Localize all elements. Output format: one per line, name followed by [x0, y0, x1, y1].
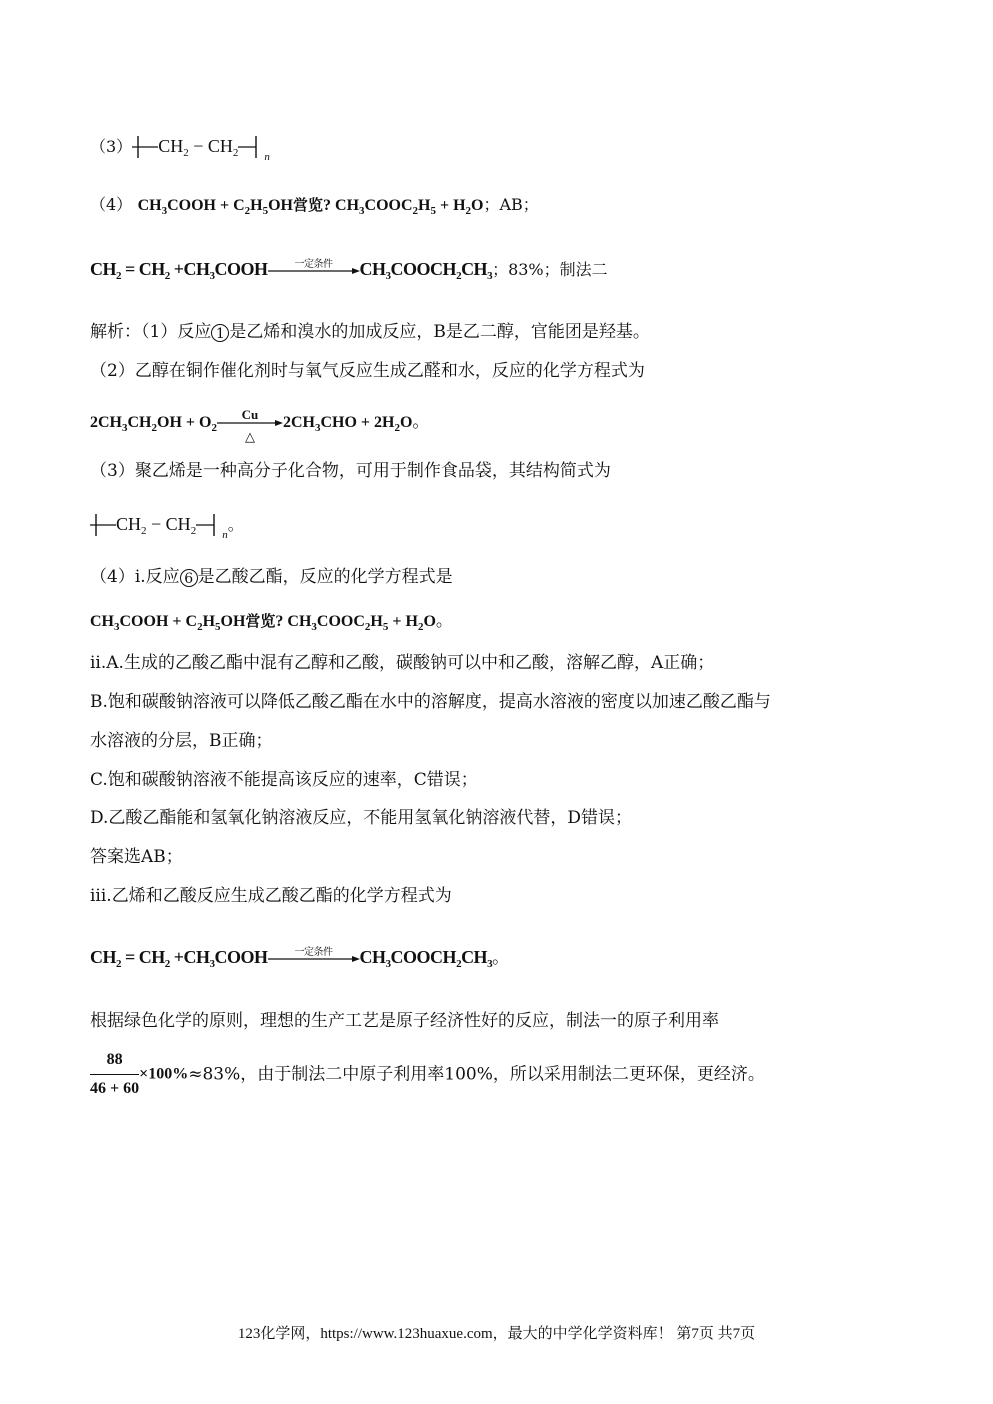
addition-equation-1: $CH_2 = CH_2$ $+CH_3COOH$ 一定条件 $CH_3COOCH_2CH_3$；83%；制法二	[90, 258, 608, 282]
addition-equation-2: $CH_2 = CH_2$ $+CH_3COOH$ 一定条件 $CH_3COOCH_2CH_3$。	[90, 946, 510, 970]
point-b-1: B.饱和碳酸钠溶液可以降低乙酸乙酯在水中的溶解度，提高水溶液的密度以加速乙酸乙酯与	[90, 692, 771, 712]
analysis-3: （3）聚乙烯是一种高分子化合物，可用于制作食品袋，其结构简式为	[90, 461, 611, 481]
bracket-left	[90, 512, 116, 540]
point-c: C.饱和碳酸钠溶液不能提高该反应的速率，C错误；	[90, 770, 478, 790]
fraction: $\frac{88}{46 + 60}$	[90, 1048, 139, 1101]
circled-number: 1	[211, 324, 229, 342]
garbled-condition: 営览	[245, 612, 276, 630]
oxidation-equation: $2CH_3CH_2OH + O_2$ Cu △ $2CH_3CHO + 2H_2O$。	[90, 407, 430, 445]
point-b-2: 水溶液的分层，B正确；	[90, 731, 273, 751]
analysis-4: （4）i.反应 6 是乙酸乙酯，反应的化学方程式是	[90, 567, 453, 587]
bracket-right	[196, 512, 222, 540]
page-footer: 123化学网，https://www.123huaxue.com，最大的中学化学资料库！ 第7页 共7页	[237, 1326, 756, 1342]
circled-number: 6	[180, 569, 198, 587]
esterification-equation: $CH_3COOH + C_2H_5OH$営览? $CH_3COOC_2H_5 + H_2O$	[137, 196, 484, 217]
point-a: ii.A.生成的乙酸乙酯中混有乙醇和乙酸，碳酸钠可以中和乙酸，溶解乙醇，A正确；	[90, 653, 715, 673]
esterification-equation-2: $CH_3COOH + C_2H_5OH$営览? $CH_3COOC_2H_5 + H_2O$。	[90, 611, 453, 633]
answer-choice: 答案选AB；	[90, 847, 183, 867]
garbled-condition: 営览	[293, 196, 324, 214]
atom-economy: $\frac{88}{46 + 60}$ ×100%≈83%，由于制法二中原子利用率100%，所以采用制法二更环保，更经济。	[90, 1048, 765, 1101]
reaction-arrow: 一定条件	[268, 267, 360, 275]
answer-4: （4） $CH_3COOH + C_2H_5OH$営览? $CH_3COOC_2H_5 + H_2O$；AB；	[90, 195, 539, 217]
analysis-iii: iii.乙烯和乙酸反应生成乙酸乙酯的化学方程式为	[90, 886, 452, 906]
analysis-2: （2）乙醇在铜作催化剂时与氧气反应生成乙醛和水，反应的化学方程式为	[90, 361, 645, 381]
answer-3: （3） $CH_2 - CH_2$ $_n$	[90, 134, 270, 169]
point-d: D.乙酸乙酯能和氢氧化钠溶液反应，不能用氢氧化钠溶液代替，D错误；	[90, 808, 633, 828]
analysis-1: 解析：（1）反应 1 是乙烯和溴水的加成反应，B是乙二醇，官能团是羟基。	[90, 322, 650, 342]
polyethylene-formula: $CH_2 - CH_2$ $_n$。	[90, 512, 244, 547]
reaction-arrow: 一定条件	[268, 955, 360, 963]
bracket-right	[238, 134, 264, 162]
bracket-left	[132, 134, 158, 162]
reaction-arrow: Cu △	[217, 419, 283, 427]
green-chemistry: 根据绿色化学的原则，理想的生产工艺是原子经济性好的反应，制法一的原子利用率	[90, 1011, 719, 1031]
